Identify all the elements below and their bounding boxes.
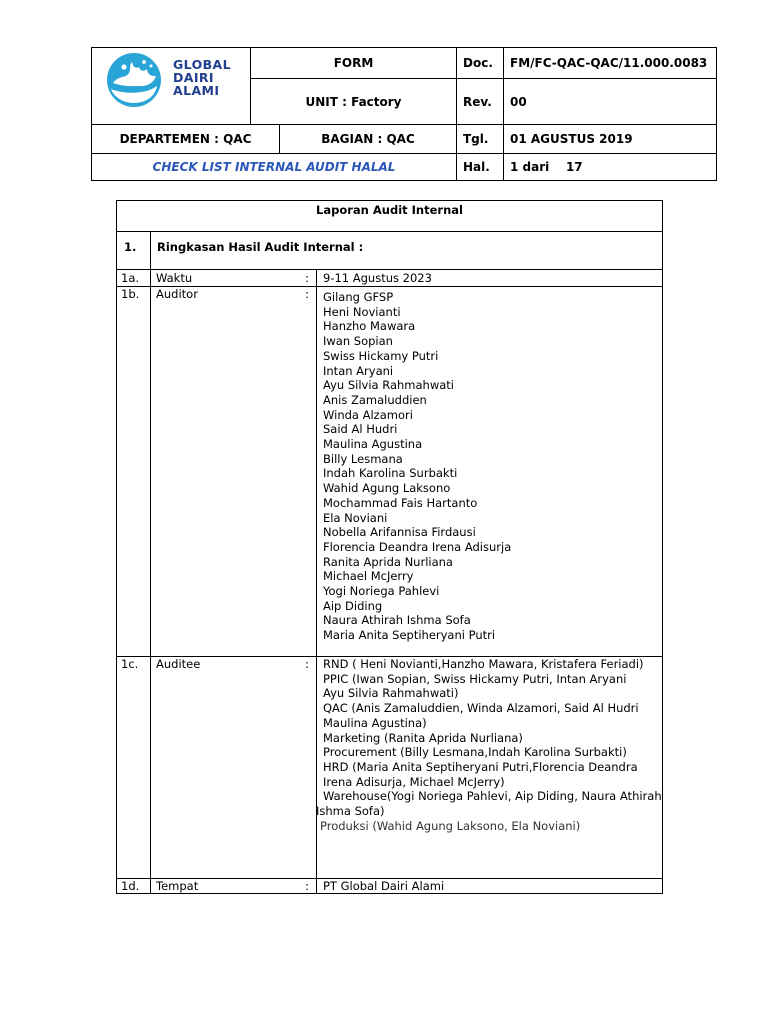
auditee-line: Ayu Silvia Rahmahwati) — [323, 686, 459, 701]
row-number-1a: 1a. — [121, 271, 140, 285]
auditor-name: Intan Aryani — [323, 363, 394, 378]
logo-line-3: ALAMI — [173, 83, 220, 98]
logo-line-2: DAIRI — [173, 70, 214, 85]
section-number: 1. — [124, 240, 137, 254]
auditor-name: Hanzho Mawara — [323, 319, 416, 334]
hal-value: 1 dari 17 — [510, 160, 583, 174]
auditee-line: RND ( Heni Novianti,Hanzho Mawara, Kristafera Feriadi) — [323, 657, 644, 671]
auditor-name: Wahid Agung Laksono — [323, 481, 451, 496]
company-logo — [92, 48, 251, 125]
waktu-value: 9-11 Agustus 2023 — [323, 271, 432, 285]
column-divider — [150, 269, 151, 894]
auditor-name: Said Al Hudri — [323, 422, 398, 437]
auditor-name: Indah Karolina Surbakti — [323, 466, 458, 481]
auditee-line: Warehouse(Yogi Noriega Pahlevi, Aip Diding, Naura Athirah — [323, 789, 662, 804]
auditor-name: Ranita Aprida Nurliana — [323, 554, 453, 569]
auditor-name: Maulina Agustina — [323, 437, 423, 452]
auditee-line: Procurement (Billy Lesmana,Indah Karolina Surbakti) — [323, 745, 627, 760]
colon-separator: : — [305, 287, 309, 301]
auditor-name: Mochammad Fais Hartanto — [323, 495, 478, 510]
auditor-name: Heni Novianti — [323, 304, 401, 319]
unit-label: UNIT : Factory — [251, 79, 457, 125]
auditor-name: Yogi Noriega Pahlevi — [323, 584, 440, 599]
rev-value: 00 — [504, 79, 717, 125]
hal-label: Hal. — [457, 154, 504, 180]
report-title: Laporan Audit Internal — [316, 203, 463, 217]
auditor-name: Winda Alzamori — [323, 407, 413, 422]
bagian-cell: BAGIAN : QAC — [280, 125, 457, 154]
auditee-line: Maulina Agustina) — [323, 715, 427, 730]
document-header-table — [91, 47, 717, 181]
milk-splash-icon — [107, 53, 161, 107]
doc-number: FM/FC-QAC-QAC/11.000.0083 — [504, 48, 717, 79]
table-border-top — [116, 200, 663, 201]
auditor-name: Billy Lesmana — [323, 451, 403, 466]
auditor-name: Ela Noviani — [323, 510, 388, 525]
colon-separator: : — [305, 657, 309, 671]
row-number-1b: 1b. — [121, 287, 140, 301]
auditee-line: Ishma Sofa) — [316, 804, 385, 819]
table-border-left — [116, 200, 117, 894]
auditee-line: HRD (Maria Anita Septiheryani Putri,Florencia Deandra — [323, 759, 638, 774]
auditor-name: Swiss Hickamy Putri — [323, 348, 439, 363]
auditor-name: Gilang GFSP — [323, 290, 394, 304]
auditee-line: Marketing (Ranita Aprida Nurliana) — [323, 730, 523, 745]
checklist-title: CHECK LIST INTERNAL AUDIT HALAL — [92, 154, 457, 180]
logo-line-1: GLOBAL — [173, 57, 231, 72]
auditor-name: Nobella Arifannisa Firdausi — [323, 525, 476, 540]
rev-label: Rev. — [457, 79, 504, 125]
row-number-1d: 1d. — [121, 879, 140, 893]
auditor-name: Michael McJerry — [323, 569, 414, 584]
auditee-line: Produksi (Wahid Agung Laksono, Ela Noviani) — [320, 818, 581, 833]
table-border-right — [662, 200, 663, 894]
auditor-name: Anis Zamaluddien — [323, 392, 427, 407]
tempat-value: PT Global Dairi Alami — [323, 879, 445, 893]
column-divider — [150, 231, 151, 269]
row-number-1c: 1c. — [121, 657, 139, 671]
colon-separator: : — [305, 271, 309, 285]
auditee-label: Auditee — [156, 657, 201, 671]
auditee-line: PPIC (Iwan Sopian, Swiss Hickamy Putri, Intan Aryani — [323, 671, 627, 686]
doc-label: Doc. — [457, 48, 504, 79]
auditor-list — [323, 290, 511, 643]
tempat-label: Tempat — [156, 879, 199, 893]
auditee-line: QAC (Anis Zamaluddien, Winda Alzamori, Said Al Hudri — [323, 701, 639, 716]
auditor-name: Iwan Sopian — [323, 334, 393, 349]
auditee-list — [316, 657, 662, 833]
departemen-cell: DEPARTEMEN : QAC — [92, 125, 280, 154]
auditor-name: Ayu Silvia Rahmahwati — [323, 378, 454, 393]
colon-separator: : — [305, 879, 309, 893]
section-title: Ringkasan Hasil Audit Internal : — [157, 240, 364, 254]
auditee-line: Irena Adisurja, Michael McJerry) — [323, 774, 505, 789]
tgl-value: 01 AGUSTUS 2019 — [504, 125, 717, 154]
auditor-name: Maria Anita Septiheryani Putri — [323, 628, 496, 643]
logo-wordmark — [173, 58, 231, 97]
auditor-label: Auditor — [156, 287, 198, 301]
column-divider — [316, 269, 317, 894]
audit-report-table — [116, 200, 663, 894]
form-label: FORM — [251, 48, 457, 79]
tgl-label: Tgl. — [457, 125, 504, 154]
row-divider — [116, 231, 663, 232]
auditor-name: Aip Diding — [323, 598, 383, 613]
row-divider — [116, 286, 663, 287]
auditor-name: Florencia Deandra Irena Adisurja — [323, 539, 512, 554]
row-divider — [116, 269, 663, 270]
waktu-label: Waktu — [156, 271, 193, 285]
auditor-name: Naura Athirah Ishma Sofa — [323, 613, 471, 628]
